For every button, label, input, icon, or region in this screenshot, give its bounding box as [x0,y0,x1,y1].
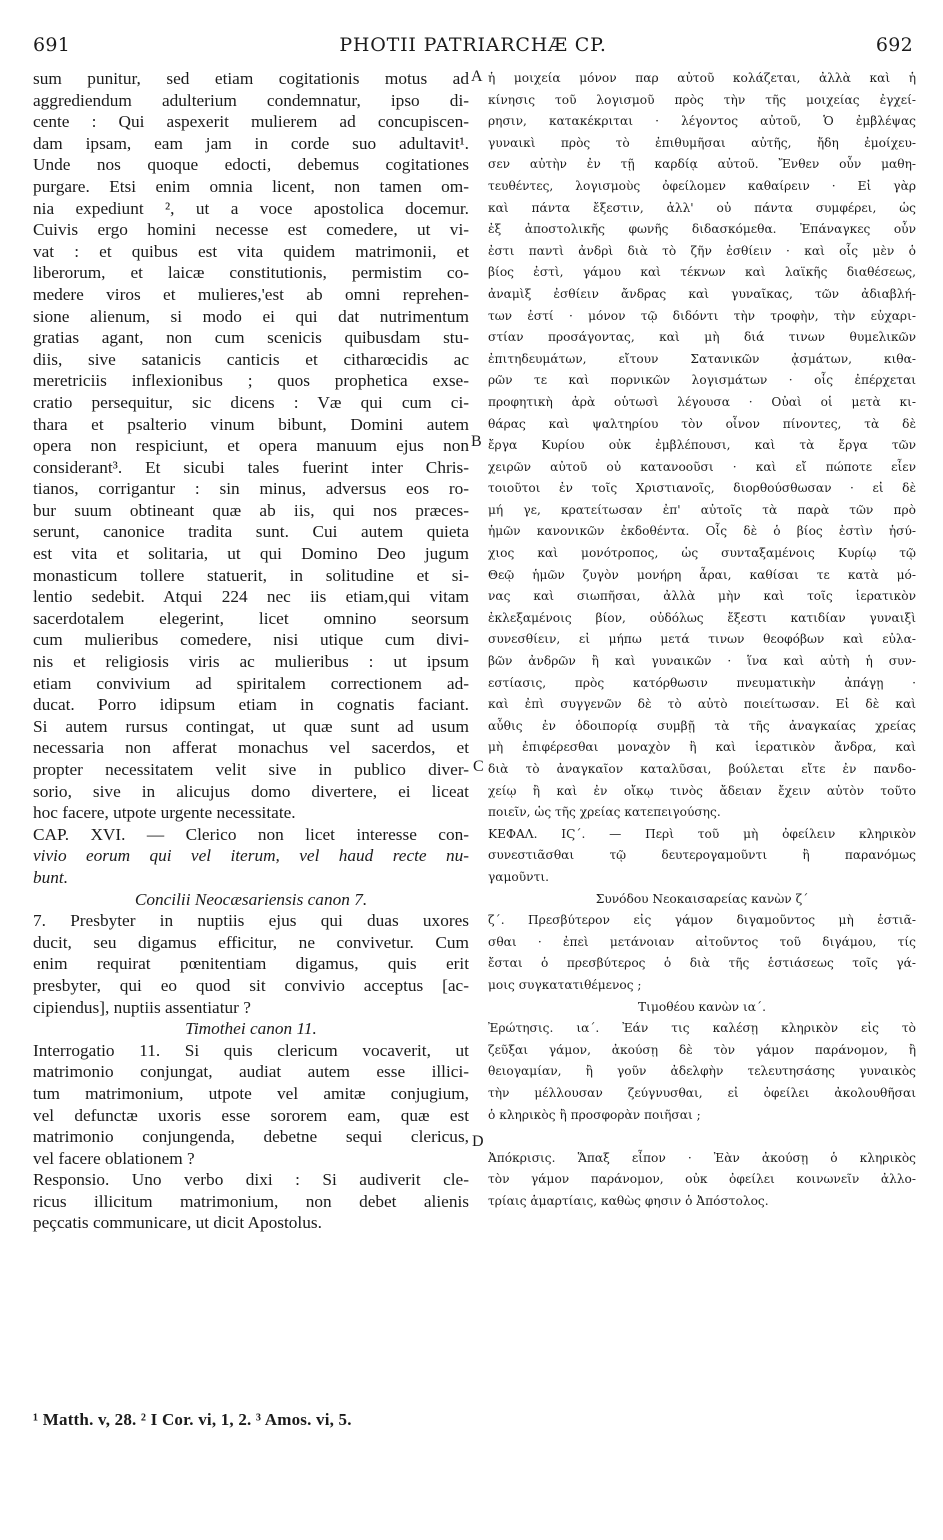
latin-line: sione alienum, si modo ei qui dat nutrimentum [33,306,469,326]
greek-line: συνεσθίειν, εἰ μήπω μετά τινων θεοφόβων καὶ εὐλα- [488,632,916,647]
greek-line: μὴ ἐπιφέρεσθαι μοναχὸν ἢ καὶ ἱερατικὸν ἄνδρα, καὶ [488,740,916,755]
margin-marker-c: C [473,758,484,775]
greek-line: ρησιν, κατακέκριται · λέγοντος αὐτοῦ, Ὁ ἐμβλέψας [488,114,916,129]
latin-line: ricus illicitum matrimonium, non debet alienis [33,1191,469,1211]
greek-line: νας καὶ σιωπῆσαι, ἀλλὰ μὴν καὶ τοῖς ἱερατικὸν [488,589,916,604]
latin-line: Unde nos quoque edocti, debemus cogitationes [33,155,469,175]
latin-line: presbyter, qui eo quod sit convivio acceptus [ac- [33,975,469,995]
greek-line: γυναικὶ πρὸς τὸ ἐπιθυμῆσαι αὐτῆς, ἤδη ἐμοίχευ- [488,135,916,150]
latin-line: liberorum, et laicæ constitutionis, permistim co- [33,263,469,283]
latin-line: lentio sedebit. Atqui 224 nec iis etiam,qui vitam [33,587,469,607]
latin-line: purgare. Etsi enim omnia licent, non tamen om- [33,176,469,196]
latin-line: 7. Presbyter in nuptiis ejus qui duas uxores [33,911,469,931]
greek-line: ἐκλεξαμένοις βίον, οὐδόλως ἔξεστι κατιδίαν γυναιξὶ [488,610,916,625]
latin-line: bunt. [33,867,69,887]
latin-line: est vita et solitaria, ut qui Domino Deo jugum [33,544,469,564]
greek-line: μοις συγκατατιθέμενος ; [488,977,642,992]
latin-line: sorio, sive in alicujus domo divertere, ei liceat [33,781,469,801]
greek-line: σθαι · ἐπεὶ μετάνοιαν αἰτοῦντος τοῦ διγάμου, τίς [488,934,916,949]
greek-column [488,68,916,1212]
latin-line: Cuivis ergo homini necesse est comedere, ut vi- [33,220,469,240]
latin-line: necessaria non afferat monachus vel sacerdos, et [33,738,469,758]
greek-line: συνεστιᾶσθαι τῷ δευτερογαμοῦντι ἢ παρανόμως [488,848,916,863]
latin-line: meretriciis inflexionibus ; quos prophetica exse- [33,371,469,391]
greek-line: ἀναμὶξ ἐσθίειν ἄνδρας καὶ γυναῖκας, τῶν ἀδιαβλή- [488,286,916,301]
latin-line: sacerdotalem elegerint, licet omnino seorsum [33,608,469,628]
greek-line: καὶ ἐπὶ συγγενῶν δὲ τὸ αὐτὸ ποιείτωσαν. Εἰ δὲ καὶ [488,697,916,712]
latin-line: thara et psalterio vinum bibunt, Domini autem [33,414,469,434]
latin-line: hoc facere, utpote urgente necessitate. [33,803,296,823]
greek-line: τὸν γάμον παράνομον, οὐκ ὀφείλει κοινωνεῖν ἀλλο- [488,1172,916,1187]
greek-line: τευθέντες, λογισμοὺς ὀφείλομεν καθαίρειν · Εἰ γὰρ [488,178,916,193]
greek-line: μή γε, κρατείτωσαν ἐπ' αὐτοῖς τὰ παρὰ τῶν πρὸ [488,502,916,517]
latin-line: vel defunctæ uxoris esse sororem eam, quæ est [33,1105,469,1125]
latin-line: cente : Qui aspexerit mulierem ad concupiscen- [33,112,469,132]
margin-marker-d: D [472,1133,484,1150]
greek-line: ἡμῶν κανονικῶν ἐκδοθέντα. Οἷς δὲ ὁ βίος ἐστὶν ἡσύ- [488,524,916,539]
greek-line: ὁ κληρικὸς ἢ προσφορὰν ποιῆσαι ; [488,1107,701,1122]
greek-line: χείῳ ἢ καὶ ἐν οἴκῳ τινὸς ἄδειαν ἔχειν αὐτὸν τοῦτο [488,783,916,798]
greek-line: βῶν ἀνδρῶν ἢ καὶ γυναικῶν · ἵνα καὶ αὐτὴ ἡ συν- [488,654,916,669]
page-number-left: 691 [33,34,71,56]
greek-line: διὰ τὸ ἀναγκαῖον καταλῦσαι, βούλεται εἴτε ἐν πανδο- [488,762,916,776]
latin-line: matrimonio conjungenda, debetne sequi clericus, [33,1127,469,1147]
latin-line: nis et religiosis viris ac mulieribus : ut ipsum [33,652,469,672]
latin-line: ducat. Porro idipsum etiam in cognatis faciant. [33,695,469,715]
latin-line: cratio persequitur, sic dicens : Væ qui cum ci- [33,392,469,412]
greek-line: ἔσται ὁ πρεσβύτερος ὁ διὰ τῆς ἑστιάσεως τοῖς γά- [488,956,916,971]
greek-line: καὶ πάντα ἔξεστιν, ἀλλ' οὐ πάντα συμφέρει, ὡς [488,200,916,215]
latin-line: vivio eorum qui vel iterum, vel haud recte nu- [33,846,469,866]
greek-line: αὖθις ἐν ὁδοιπορίᾳ συμβῇ τὰ τῆς ἀναγκαίας χρείας [488,718,916,733]
page-header [33,34,913,62]
greek-line: ἡ μοιχεία μόνον παρ αὐτοῦ κολάζεται, ἀλλὰ καὶ ἡ [488,71,916,85]
running-title: PHOTII PATRIARCHÆ CP. [339,34,607,56]
greek-line: προφητικὴ ἀρὰ οὑτωσὶ λέγουσα · Οὐαὶ οἱ μετὰ κι- [488,394,916,409]
latin-line: considerant³. Et sicubi tales fuerint inter Chris- [33,457,469,477]
latin-line: gratias agant, non cum scenicis quibusdam stu- [33,328,469,348]
greek-line: Ἀπόκρισις. Ἅπαξ εἶπον · Ἐὰν ἀκούσῃ ὁ κληρικὸς [488,1150,916,1165]
greek-line: γαμοῦντι. [488,869,549,884]
greek-line [488,1126,916,1148]
latin-line: dam ipsam, eam jam in corde suo adultavit¹. [33,133,469,153]
latin-line: matrimonio conjungat, audiat autem esse illici- [33,1062,469,1082]
footnotes: ¹ Matth. v, 28. ² I Cor. vi, 1, 2. ³ Amos. vi, 5. [33,1410,352,1429]
latin-line: monasticum tollere statuerit, in solitudine et si- [33,565,469,585]
greek-line: ΚΕΦΑΛ. ΙϚ΄. — Περὶ τοῦ μὴ ὀφείλειν κληρικὸν [488,826,916,841]
latin-line: diis, sive satanicis canticis et citharœcidis ac [33,349,469,369]
greek-line: τρίαις ἁμαρτίαις, καθὼς φησιν ὁ Ἀπόστολος. [488,1193,769,1208]
latin-line: Timothei canon 11. [185,1019,317,1039]
greek-line: χιος καὶ μονότροπος, ὡς συνταξαμένοις Κυρίῳ τῷ [488,546,916,561]
latin-line: Concilii Neocæsariensis canon 7. [134,889,368,909]
greek-line: ζεῦξαι γάμον, ἀκούσῃ δὲ τὸν γάμον παράνομον, ἢ [488,1042,916,1057]
greek-line: τοιοῦτοι ἐν τοῖς Χριστιανοῖς, διορθούσθωσαν · εἰ δὲ [488,481,916,496]
latin-line: sum punitur, sed etiam cogitationis motus ad [33,69,469,88]
latin-line: cipiendus], nuptiis assentiatur ? [33,997,251,1017]
latin-line: Interrogatio 11. Si quis clericum vocaverit, ut [33,1040,469,1060]
latin-line: cum mulieribus comedere, nisi utique cum divi- [33,630,469,650]
greek-line: εστίασις, πρὸς κατόρθωσιν πνευματικὴν ἀπάγῃ · [488,675,916,690]
latin-line: nia expediunt ², ut a voce apostolica docemur. [33,198,469,218]
greek-line: σεν αὐτὴν ἐν τῇ καρδίᾳ αὐτοῦ. Ἔνθεν οὖν μαθη- [488,157,916,172]
latin-line: aggrediendum adulterium condemnatur, ipso di- [33,90,469,110]
greek-line: ρῶν τε καὶ πορνικῶν λογισμάτων · οἷς ἐπέρχεται [488,373,916,388]
page-number-right: 692 [875,34,913,56]
greek-line: κίνησις τοῦ λογισμοῦ πρὸς τὴν τῆς μοιχείας ἐγχεί- [488,92,916,107]
latin-line: propter necessitatem velit sive in publico diver- [33,760,469,779]
latin-line: opera non respiciunt, et opera manuum ejus non [33,436,469,456]
greek-line: ζ΄. Πρεσβύτερον εἰς γάμον διγαμοῦντος μὴ ἑστιᾶ- [488,913,916,928]
greek-line: θειογαμίαν, ἢ γοῦν ἀδελφὴν τελευτησάσης γυναικὸς [488,1064,916,1079]
latin-line: bur suum obtineant quæ ab iis, qui nos præces- [33,500,469,520]
greek-line: βίος ἐστὶ, γάμου καὶ τέκνων καὶ λαϊκῆς διαθέσεως, [488,265,916,280]
margin-marker-a: A [471,68,483,85]
latin-line: vel facere oblationem ? [33,1148,195,1168]
latin-line: tum matrimonium, utpote vel amitæ conjugium, [33,1083,469,1103]
greek-line: ἐξ ἀποστολικῆς φωνῆς διδασκόμεθα. Ἐπάναγκες οὖν [488,222,916,237]
latin-line: CAP. XVI. — Clerico non licet interesse con- [33,824,469,844]
latin-line: Si autem rursus contingat, ut quæ sunt ad usum [33,716,469,736]
greek-line: θάρας καὶ ψαλτηρίου τὸν οἶνον πίνοντες, τὰ δὲ [488,416,916,431]
greek-line: ἐπιτηδευμάτων, εἴτουν Σατανικῶν ᾀσμάτων, κιθα- [488,351,916,366]
greek-line: Ἐρώτησις. ια΄. Ἐάν τις καλέσῃ κληρικὸν εἰς τὸ [488,1021,916,1036]
latin-line: peçcatis communicare, ut dicit Apostolus. [33,1213,322,1233]
latin-line: vat : et quibus est vita quidem matrimonii, et [33,241,469,261]
latin-column [33,68,469,1234]
greek-line: των ἐστί · μόνον τῷ διδόντι τὴν τροφὴν, τὴν εὐχαρι- [488,308,916,323]
latin-line: tianos, corrigantur : sin minus, adversus eos ro- [33,479,469,499]
greek-line: ποιεῖν, ὡς τῆς χρείας κατεπειγούσης. [488,805,721,820]
latin-line: serunt, canonice tradita sunt. Cui autem quieta [33,522,469,542]
latin-line: enim requirat pœnitentiam digamus, quis erit [33,954,469,974]
greek-line: ἐστι παντὶ ἀνδρὶ διὰ τὸ ζῆν ἐσθίειν · καὶ οἷς μὲν ὁ [488,243,916,258]
margin-marker-b: B [471,433,482,450]
latin-line: etiam convivium ad spiritalem correctionem ad- [33,673,469,693]
greek-line: Θεῷ ἡμῶν ζυγὸν μονήρη ἆραι, καθίσαι τε κατὰ μό- [488,567,916,582]
greek-line: χειρῶν αὐτοῦ οὐ κατανοοῦσι · καὶ εἴ πώποτε εἶεν [488,459,916,474]
greek-line: Τιμοθέου κανὼν ια΄. [638,999,766,1014]
latin-line: Responsio. Uno verbo dixi : Si audiverit cle- [33,1170,469,1190]
greek-line: ἔργα Κυρίου οὐκ ἐμβλέπουσι, καὶ τὰ ἔργα τῶν [488,438,916,453]
latin-line: ducit, seu digamus efficitur, ne convivetur. Cum [33,932,469,952]
latin-line: medere viros et mulieres,'est ab omni reprehen- [33,284,469,304]
greek-line: Συνόδου Νεοκαισαρείας κανὼν ζ΄ [595,891,809,906]
greek-line: τὴν μέλλουσαν ζεύγνυσθαι, εἰ ὀφείλει ἀκολουθῆσαι [488,1085,916,1100]
greek-line: στίαν προσάγοντας, καὶ μὴ διά τινων θυμελικῶν [488,330,916,345]
